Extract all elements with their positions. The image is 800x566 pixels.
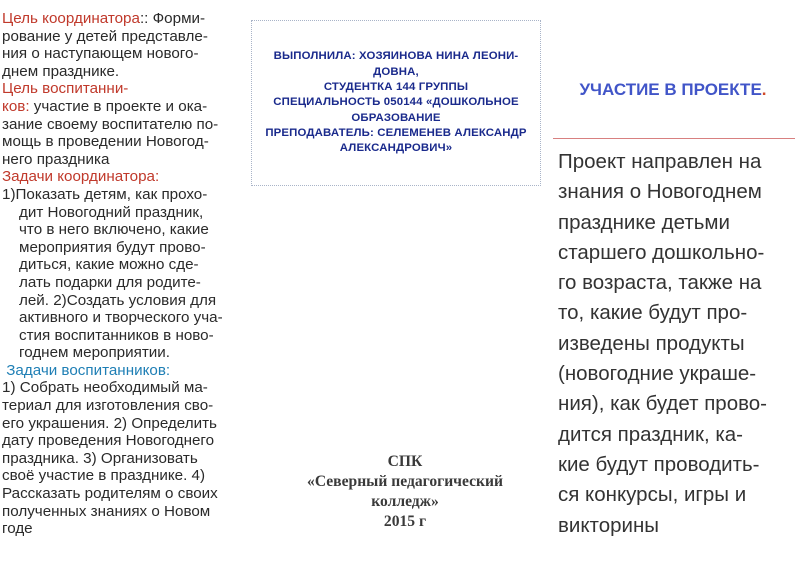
tasks-pupils-line: полученных знаниях о Новом (2, 502, 211, 520)
goal-coordinator-sep: :: (139, 10, 149, 27)
tasks-coordinator-line: годнем мероприятии. (19, 344, 170, 362)
college-line: СПК (387, 453, 423, 470)
goal-coordinator-line: Форми- (148, 10, 206, 27)
divider (553, 138, 795, 139)
author-info (265, 49, 526, 156)
goal-pupils-para (2, 80, 247, 168)
college-line: колледж» (371, 493, 439, 510)
description-line: кие будут проводить- (558, 452, 760, 476)
tasks-coordinator-para (2, 186, 247, 362)
tasks-coordinator-line: диться, какие можно сде- (19, 256, 199, 274)
author-line: СПЕЦИАЛЬНОСТЬ 050144 «ДОШКОЛЬНОЕ (273, 96, 519, 109)
goal-coordinator-para (2, 10, 247, 80)
author-line: ВЫПОЛНИЛА: ХОЗЯИНОВА НИНА ЛЕОНИ- (273, 50, 519, 63)
tasks-coordinator-line: лей. 2)Создать условия для (19, 291, 217, 309)
tasks-coordinator-line: лать подарки для родите- (19, 273, 201, 291)
left-column (2, 10, 247, 538)
goal-coordinator-label: Цель координатора (2, 10, 140, 27)
goal-pupils-line: мощь в проведении Новогод- (2, 133, 209, 151)
tasks-pupils-line: праздника. 3) Организовать (2, 449, 198, 467)
author-info-box (251, 20, 541, 186)
tasks-coordinator-line: дит Новогодний праздник, (19, 203, 204, 221)
author-line: ДОВНА, (373, 65, 419, 78)
goal-coordinator-line: рование у детей представле- (2, 27, 208, 45)
author-line: ПРЕПОДАВАТЕЛЬ: СЕЛЕМЕНЕВ АЛЕКСАНДР (265, 126, 527, 139)
description-line: викторины (558, 513, 660, 537)
description-line: празднике детьми (558, 210, 730, 234)
description-line: то, какие будут про- (558, 301, 748, 325)
tasks-coordinator-line: 1)Показать детям, как прохо- (2, 185, 208, 203)
description-line: ния), как будет прово- (558, 392, 767, 416)
tasks-coordinator-label: Задачи координатора: (2, 168, 160, 186)
description-line: изведены продукты (558, 331, 745, 355)
tasks-pupils-line: 1) Собрать необходимый ма- (2, 379, 208, 397)
description-line: старшего дошкольно- (558, 240, 765, 264)
goal-coordinator-line: ния о наступающем нового- (2, 45, 199, 63)
tasks-pupils-line: дату проведения Новогоднего (2, 432, 215, 450)
tasks-pupils-label: Задачи воспитанников: (2, 361, 171, 379)
description-line: го возраста, также на (558, 271, 762, 295)
college-line: 2015 г (383, 513, 427, 530)
section-title-dot: . (761, 80, 767, 99)
tasks-coordinator-line: мероприятия будут прово- (19, 238, 206, 256)
goal-coordinator-line: днем празднике. (2, 62, 120, 80)
goal-pupils-line: зание своему воспитателю по- (2, 115, 219, 133)
tasks-coordinator-line: активного и творческого уча- (19, 309, 223, 327)
description-line: (новогодние украше- (558, 362, 757, 386)
college-line: «Северный педагогический (307, 473, 503, 490)
author-line: ОБРАЗОВАНИЕ (351, 111, 441, 124)
tasks-pupils-line: Рассказать родителям о своих (2, 485, 218, 503)
tasks-coordinator-line: что в него включено, какие (19, 221, 209, 239)
author-line: АЛЕКСАНДРОВИЧ» (339, 142, 453, 155)
tasks-pupils-line: его украшения. 2) Определить (2, 414, 217, 432)
tasks-pupils-para (2, 379, 247, 537)
college-info (270, 452, 540, 532)
description-line: ся конкурсы, игры и (558, 483, 747, 507)
tasks-pupils-line: годе (2, 520, 33, 538)
goal-pupils-line: него праздника (2, 150, 110, 168)
section-title (553, 80, 793, 100)
description-line: знания о Новогоднем (558, 180, 762, 204)
goal-pupils-line: участие в проекте и ока- (29, 97, 208, 115)
section-title-text: УЧАСТИЕ В ПРОЕКТЕ (579, 80, 762, 99)
project-description (558, 147, 794, 541)
goal-pupils-label: Цель воспитанни- (2, 80, 129, 98)
description-line: Проект направлен на (558, 150, 762, 173)
description-line: дится праздник, ка- (558, 422, 743, 446)
author-line: СТУДЕНТКА 144 ГРУППЫ (323, 81, 469, 94)
goal-pupils-label: ков: (2, 97, 30, 115)
tasks-pupils-line: своё участие в празднике. 4) (2, 467, 206, 485)
tasks-pupils-line: териал для изготовления сво- (2, 397, 214, 415)
tasks-coordinator-line: стия воспитанников в ново- (19, 326, 214, 344)
